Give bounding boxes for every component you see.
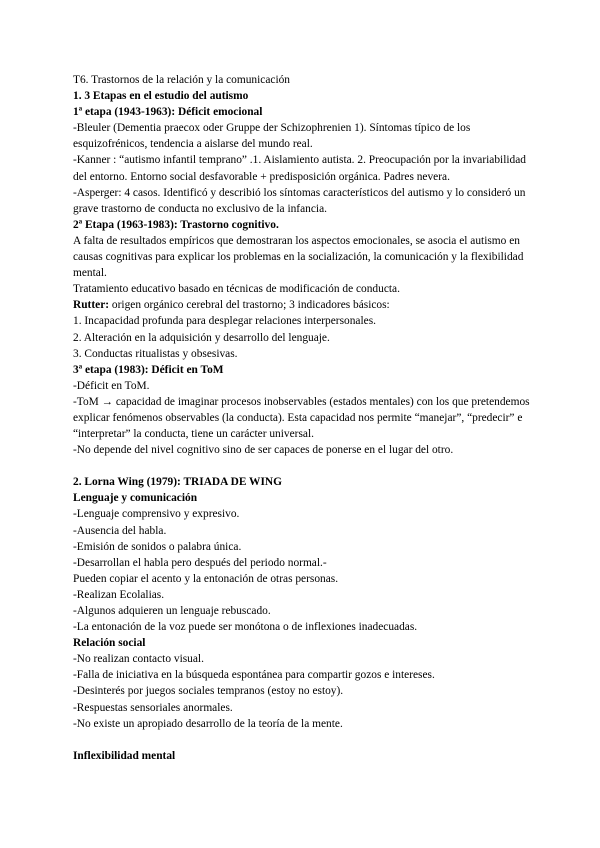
list-item: -Algunos adquieren un lenguaje rebuscado. xyxy=(73,605,271,617)
list-item: -Lenguaje comprensivo y expresivo. xyxy=(73,508,240,521)
rutter-label: Rutter: xyxy=(73,299,110,312)
paragraph-rutter xyxy=(73,297,533,313)
list-item: -Respuestas sensoriales anormales. xyxy=(73,701,233,714)
list-item: -Desinterés por juegos sociales tempranos (estoy no estoy). xyxy=(73,685,344,698)
document-title: T6. Trastornos de la relación y la comunicación xyxy=(73,74,290,86)
section-heading-etapas: 1. 3 Etapas en el estudio del autismo xyxy=(73,90,249,103)
list-item: -Ausencia del habla. xyxy=(73,524,167,537)
paragraph-etapa2-intro: A falta de resultados empíricos que demostraran los aspectos emocionales, se asocia el autismo en causas cognitivas para explicar los problemas en la socialización, la comunicación y la flexibilidad mental. xyxy=(73,234,524,280)
list-item: -No existe un apropiado desarrollo de la teoría de la mente. xyxy=(73,717,343,730)
paragraph-kanner: -Kanner : “autismo infantil temprano” .1. Aislamiento autista. 2. Preocupación por la invariabilidad del entorno. Entorno social desfavorable + predisposición orgánica. Padres nevera. xyxy=(73,154,526,183)
list-item: -Realizan Ecolalias. xyxy=(73,588,165,601)
rutter-text: origen orgánico cerebral del trastorno; 3 indicadores básicos: xyxy=(109,299,390,312)
list-item: 2. Alteración en la adquisición y desarrollo del lenguaje. xyxy=(73,331,330,344)
list-item: -No depende del nivel cognitivo sino de ser capaces de ponerse en el lugar del otro. xyxy=(73,444,454,457)
list-item: Pueden copiar el acento y la entonación de otras personas. xyxy=(73,572,339,585)
list-item: -Emisión de sonidos o palabra única. xyxy=(73,540,242,553)
paragraph-tom: -ToM → capacidad de imaginar procesos inobservables (estados mentales) con los que pretendemos explicar fenómenos observables (la conducta). Esta capacidad nos permite “manejar”, “predecir” e “interpretar” la conducta, tiene un carácter universal. xyxy=(73,395,530,441)
spacer xyxy=(73,458,533,474)
section-heading-wing: 2. Lorna Wing (1979): TRIADA DE WING xyxy=(73,476,282,489)
list-item: -La entonación de la voz puede ser monótona o de inflexiones inadecuadas. xyxy=(73,621,418,634)
list-item: -Falla de iniciativa en la búsqueda espontánea para compartir gozos e intereses. xyxy=(73,669,435,682)
inflexibilidad-heading: Inflexibilidad mental xyxy=(73,749,176,762)
list-item: -Déficit en ToM. xyxy=(73,379,150,392)
relacion-heading: Relación social xyxy=(73,637,146,650)
paragraph-bleuler: -Bleuler (Dementia praecox oder Gruppe der Schizophrenien 1). Síntomas típico de los esquizofrénicos, tendencia a aislarse del mundo real. xyxy=(73,122,471,151)
spacer xyxy=(73,732,533,748)
list-item: 1. Incapacidad profunda para desplegar relaciones interpersonales. xyxy=(73,315,376,328)
document-body xyxy=(73,72,533,764)
paragraph-asperger: -Asperger: 4 casos. Identificó y describió los síntomas característicos del autismo y lo consideró un grave trastorno de conducta no exclusivo de la infancia. xyxy=(73,186,526,215)
list-item: -Desarrollan el habla pero después del periodo normal.- xyxy=(73,556,327,569)
lenguaje-heading: Lenguaje y comunicación xyxy=(73,492,198,505)
etapa2-heading: 2ª Etapa (1963-1983): Trastorno cognitivo. xyxy=(73,218,279,231)
etapa3-heading: 3ª etapa (1983): Déficit en ToM xyxy=(73,363,224,376)
list-item: 3. Conductas ritualistas y obsesivas. xyxy=(73,347,238,360)
paragraph-tratamiento: Tratamiento educativo basado en técnicas de modificación de conducta. xyxy=(73,283,400,296)
etapa1-heading: 1ª etapa (1943-1963): Déficit emocional xyxy=(73,106,263,119)
list-item: -No realizan contacto visual. xyxy=(73,653,204,666)
